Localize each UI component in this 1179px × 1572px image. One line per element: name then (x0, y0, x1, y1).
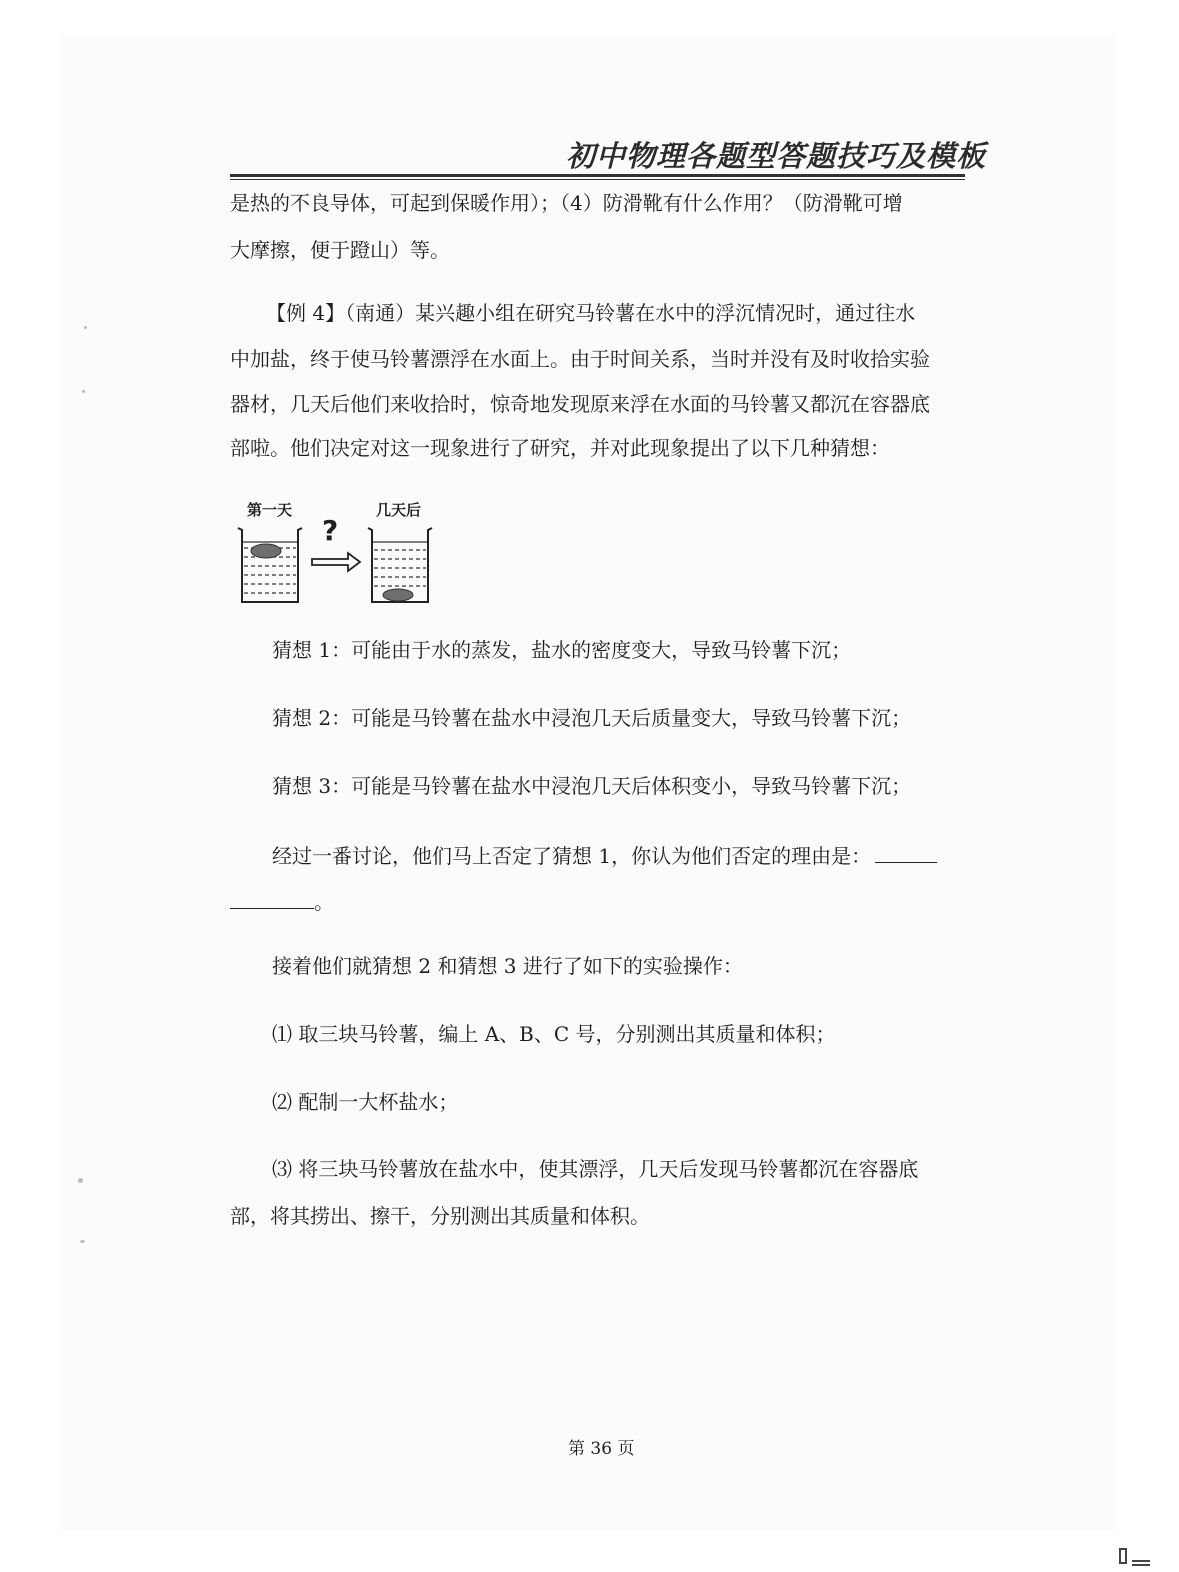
scan-speck (78, 1178, 83, 1183)
example-4-line-2: 中加盐，终于使马铃薯漂浮在水面上。由于时间关系，当时并没有及时收拾实验 (230, 347, 930, 371)
header-rule-thin (230, 179, 965, 180)
page-number: 第 36 页 (568, 1439, 635, 1459)
water-right (374, 550, 426, 586)
step-2: ⑵ 配制一大杯盐水； (272, 1090, 459, 1114)
scan-speck (84, 326, 87, 329)
label-days-later: 几天后 (376, 501, 422, 519)
discussion-end: 。 (314, 890, 334, 914)
beaker-left (238, 528, 302, 602)
example-4-line-3: 器材，几天后他们来收拾时，惊奇地发现原来浮在水面的马铃薯又都沉在容器底 (230, 392, 930, 416)
guess-3: 猜想 3：可能是马铃薯在盐水中浸泡几天后体积变小，导致马铃薯下沉； (272, 774, 912, 798)
step-3-line-2: 部，将其捞出、擦干，分别测出其质量和体积。 (230, 1204, 650, 1228)
header-rule-thick (230, 174, 965, 177)
arrow-icon (312, 553, 360, 571)
guess-1: 猜想 1：可能由于水的蒸发，盐水的密度变大，导致马铃薯下沉； (272, 638, 852, 662)
potato-beaker-figure (230, 496, 450, 608)
example-4-line-1: 【例 4】（南通）某兴趣小组在研究马铃薯在水中的浮沉情况时，通过往水 (266, 301, 916, 325)
answer-blank-2 (230, 890, 314, 909)
beaker-drawing (230, 496, 450, 608)
step-1: ⑴ 取三块马铃薯，编上 A、B、C 号，分别测出其质量和体积； (272, 1022, 836, 1046)
answer-blank-1 (875, 844, 937, 863)
step-3-line-1: ⑶ 将三块马铃薯放在盐水中，使其漂浮，几天后发现马铃薯都沉在容器底 (272, 1157, 919, 1181)
discussion-line-1 (272, 844, 937, 866)
discussion-line-2 (230, 890, 334, 912)
potato-floating (251, 544, 281, 558)
question-mark: ? (322, 514, 339, 547)
next-steps-intro: 接着他们就猜想 2 和猜想 3 进行了如下的实验操作： (272, 954, 743, 978)
example-4-line-4: 部啦。他们决定对这一现象进行了研究，并对此现象提出了以下几种猜想： (230, 436, 890, 460)
label-first-day: 第一天 (247, 501, 293, 519)
guess-2: 猜想 2：可能是马铃薯在盐水中浸泡几天后质量变大，导致马铃薯下沉； (272, 706, 912, 730)
paragraph-1-line-1: 是热的不良导体，可起到保暖作用）；（4）防滑靴有什么作用？（防滑靴可增 (230, 191, 903, 215)
scan-speck (82, 390, 85, 393)
potato-sunk (383, 589, 413, 601)
header-title: 初中物理各题型答题技巧及模板 (566, 139, 987, 173)
discussion-text: 经过一番讨论，他们马上否定了猜想 1，你认为他们否定的理由是： (272, 844, 872, 868)
expand-icon[interactable] (1118, 1547, 1152, 1567)
scan-speck (80, 1240, 85, 1243)
paragraph-1-line-2: 大摩擦，便于蹬山）等。 (230, 238, 450, 262)
